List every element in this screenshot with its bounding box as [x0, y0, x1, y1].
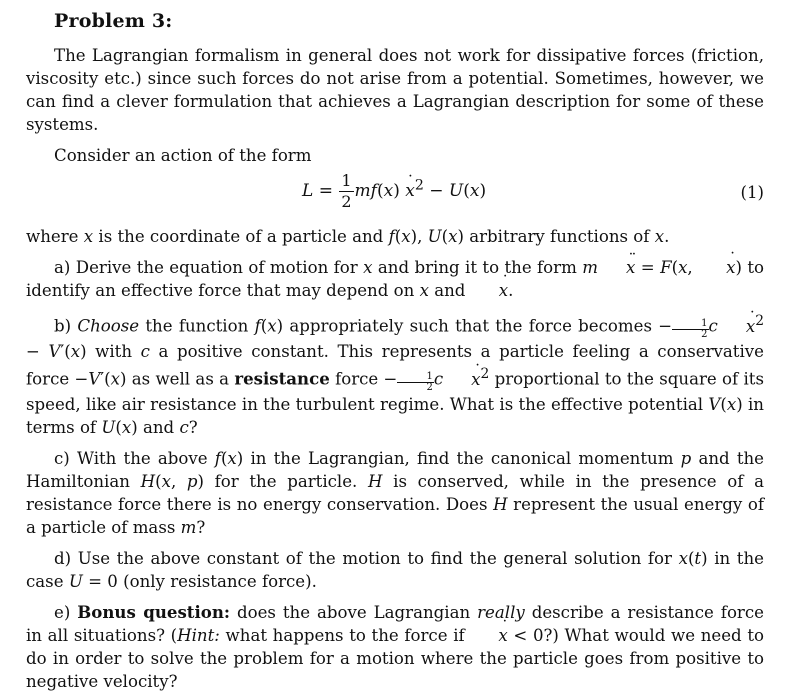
part-c: c) With the above f(x) in the Lagrangian, find the canonical momentum p and the Hamiltonian H(x, p) for the particle. H is conserved, while in the presence of a resistance force there is no energy conservation. Does H represent the usual energy of a particle of mass m?	[26, 449, 764, 538]
problem-title: Problem 3:	[54, 10, 173, 32]
part-e: e) Bonus question: does the above Lagrangian really describe a resistance force in all situations? (Hint: what happens to the force if x ˙ < 0?) What would we need to do in order to solve the problem for a motion where the particle goes from positive to negative velocity?	[26, 601, 764, 693]
equation-number: (1)	[740, 183, 764, 202]
part-b: b) Choose the function f(x) appropriately such that the force becomes − $\frac{1}{2}$ c x ˙$^2$ − V′(x) with c a positive constant. This represents a particle feeling a conservative force −V′(x) as well as a resistance force − $\frac{1}{2}$ c x ˙$^2$ proportional to the square of its speed, like air resistance in the turbulent regime. What is the effective potential V(x) in terms of U(x) and c?	[26, 310, 764, 439]
equation-row	[26, 169, 764, 225]
problem-sheet	[26, 10, 764, 693]
part-d: d) Use the above constant of the motion to find the general solution for x(t) in the case U = 0 (only resistance force).	[26, 549, 764, 592]
lagrangian-equation: L = $\frac{1}{2}$ mf(x) x ˙$^2$ − U(x)	[302, 173, 486, 210]
where-paragraph: where x is the coordinate of a particle and f(x), U(x) arbitrary functions of x.	[26, 227, 670, 246]
part-a: a) Derive the equation of motion for x and bring it to the form m x ¨ = F(x, x ˙) to identify an effective force that may depend on x and x ˙.	[26, 256, 764, 302]
intro-paragraph: The Lagrangian formalism in general does not work for dissipative forces (friction, viscosity etc.) since such forces do not arise from a potential. Sometimes, however, we can find a clever formulation that achieves a Lagrangian description for some of these systems.	[26, 46, 764, 134]
consider-paragraph: Consider an action of the form	[54, 146, 312, 165]
